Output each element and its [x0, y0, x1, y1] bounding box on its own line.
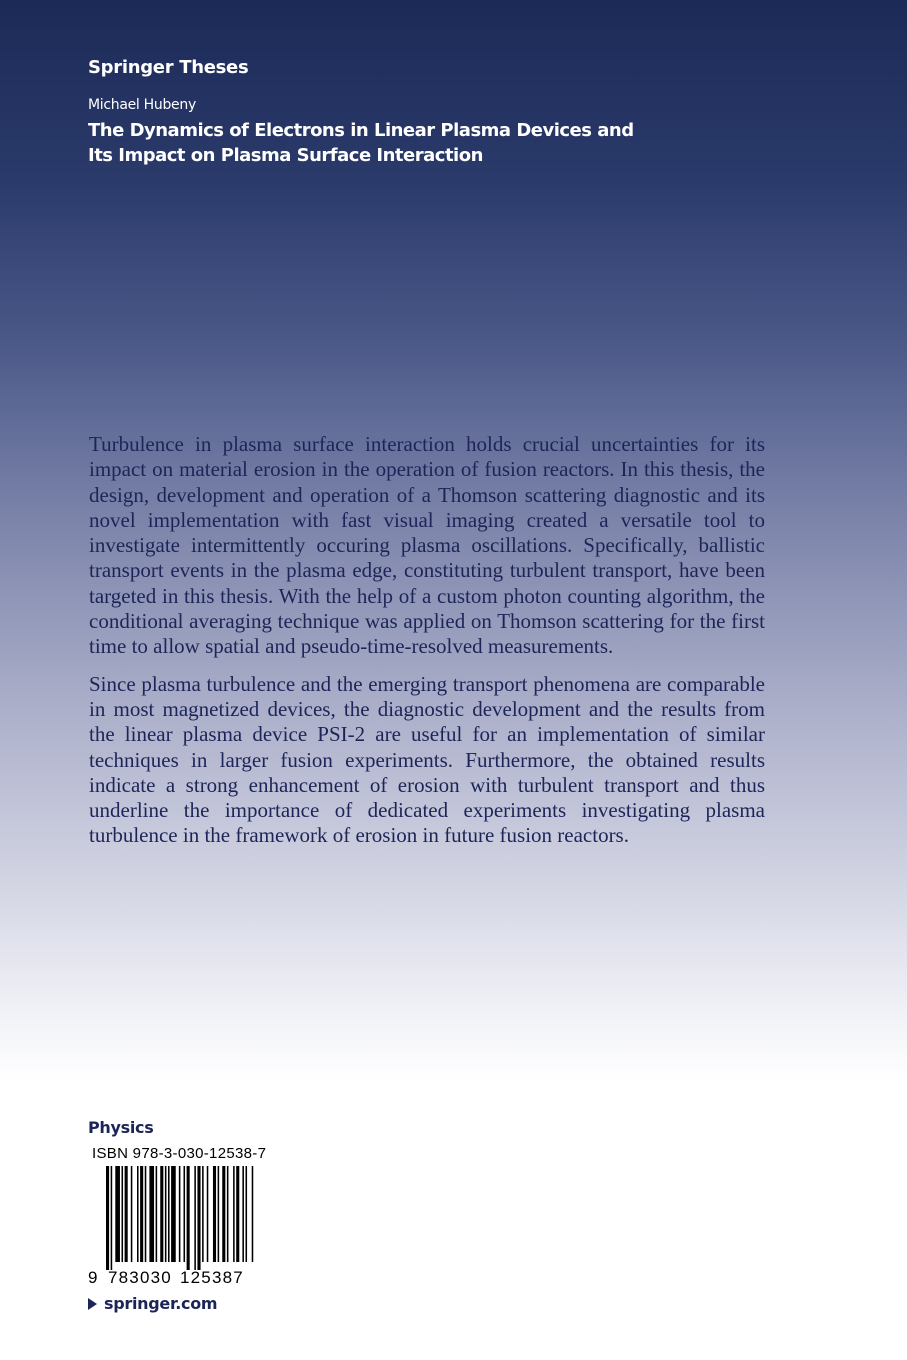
- barcode-digit-group: 125387: [180, 1268, 244, 1287]
- barcode-bar: [202, 1166, 204, 1262]
- barcode-bar: [236, 1166, 239, 1262]
- barcode-bar: [111, 1166, 113, 1270]
- publisher-website[interactable]: [88, 1294, 217, 1313]
- barcode-bar: [131, 1166, 133, 1262]
- barcode-bar: [242, 1166, 244, 1262]
- barcode-bar: [227, 1166, 229, 1262]
- arrow-right-icon: [88, 1298, 97, 1310]
- barcode-digit-prefix: 9: [88, 1268, 98, 1287]
- barcode-digit-group: 783030: [108, 1268, 172, 1287]
- abstract-paragraph: Since plasma turbulence and the emerging transport phenomena are comparable in most magnetized devices, the diagnostic development and the results from the linear plasma device PSI-2 are useful for an implementation of similar techniques in larger fusion experiments. Furthermore, the obtained results indicate a strong enhancement of erosion with turbulent transport and thus underline the importance of dedicated experiments investigating plasma turbulence in the framework of erosion in future fusion reactors.: [89, 671, 765, 848]
- book-title: [88, 118, 634, 168]
- barcode: [88, 1166, 258, 1270]
- subject-category: Physics: [88, 1118, 154, 1137]
- barcode-bar: [137, 1166, 139, 1262]
- barcode-bar: [122, 1166, 124, 1262]
- abstract-paragraph: Turbulence in plasma surface interaction holds crucial uncertainties for its impact on material erosion in the operation of fusion reactors. In this thesis, the design, development and operation of a Thomson scattering diagnostic and its novel implementation with fast visual imaging created a versatile tool to investigate intermittently occuring plasma oscillations. Specifically, ballistic transport events in the plasma edge, constituting turbulent transport, have been targeted in this thesis. With the help of a custom photon counting algorithm, the conditional averaging technique was applied on Thomson scattering for the first time to allow spatial and pseudo-time-resolved measurements.: [89, 432, 765, 659]
- barcode-bar: [222, 1166, 225, 1262]
- barcode-bar: [115, 1166, 120, 1262]
- barcode-bar: [194, 1166, 196, 1270]
- barcode-bar: [165, 1166, 167, 1262]
- author-name: Michael Hubeny: [88, 97, 196, 113]
- website-label: springer.com: [104, 1294, 218, 1313]
- barcode-bar: [246, 1166, 248, 1262]
- barcode-bar: [207, 1166, 209, 1262]
- isbn-label: ISBN 978-3-030-12538-7: [92, 1145, 267, 1162]
- abstract: [89, 432, 765, 861]
- series-name: Springer Theses: [88, 57, 249, 78]
- barcode-bar: [160, 1166, 163, 1262]
- barcode-bar: [106, 1166, 109, 1270]
- barcode-bar: [168, 1166, 170, 1262]
- barcode-bar: [197, 1166, 200, 1270]
- barcode-bar: [252, 1166, 254, 1262]
- barcode-bar: [125, 1166, 128, 1262]
- barcode-bar: [140, 1166, 143, 1262]
- book-title-line: The Dynamics of Electrons in Linear Plasma Devices and: [88, 120, 634, 141]
- barcode-bar: [156, 1166, 158, 1262]
- barcode-bar: [149, 1166, 154, 1262]
- barcode-bar: [171, 1166, 176, 1262]
- barcode-bar: [145, 1166, 147, 1262]
- barcode-bar: [184, 1166, 186, 1262]
- barcode-bar: [213, 1166, 216, 1262]
- barcode-bar: [187, 1166, 190, 1270]
- barcode-bar: [233, 1166, 235, 1262]
- barcode-bar: [218, 1166, 220, 1262]
- book-title-line: Its Impact on Plasma Surface Interaction: [88, 145, 483, 166]
- barcode-bar: [179, 1166, 181, 1262]
